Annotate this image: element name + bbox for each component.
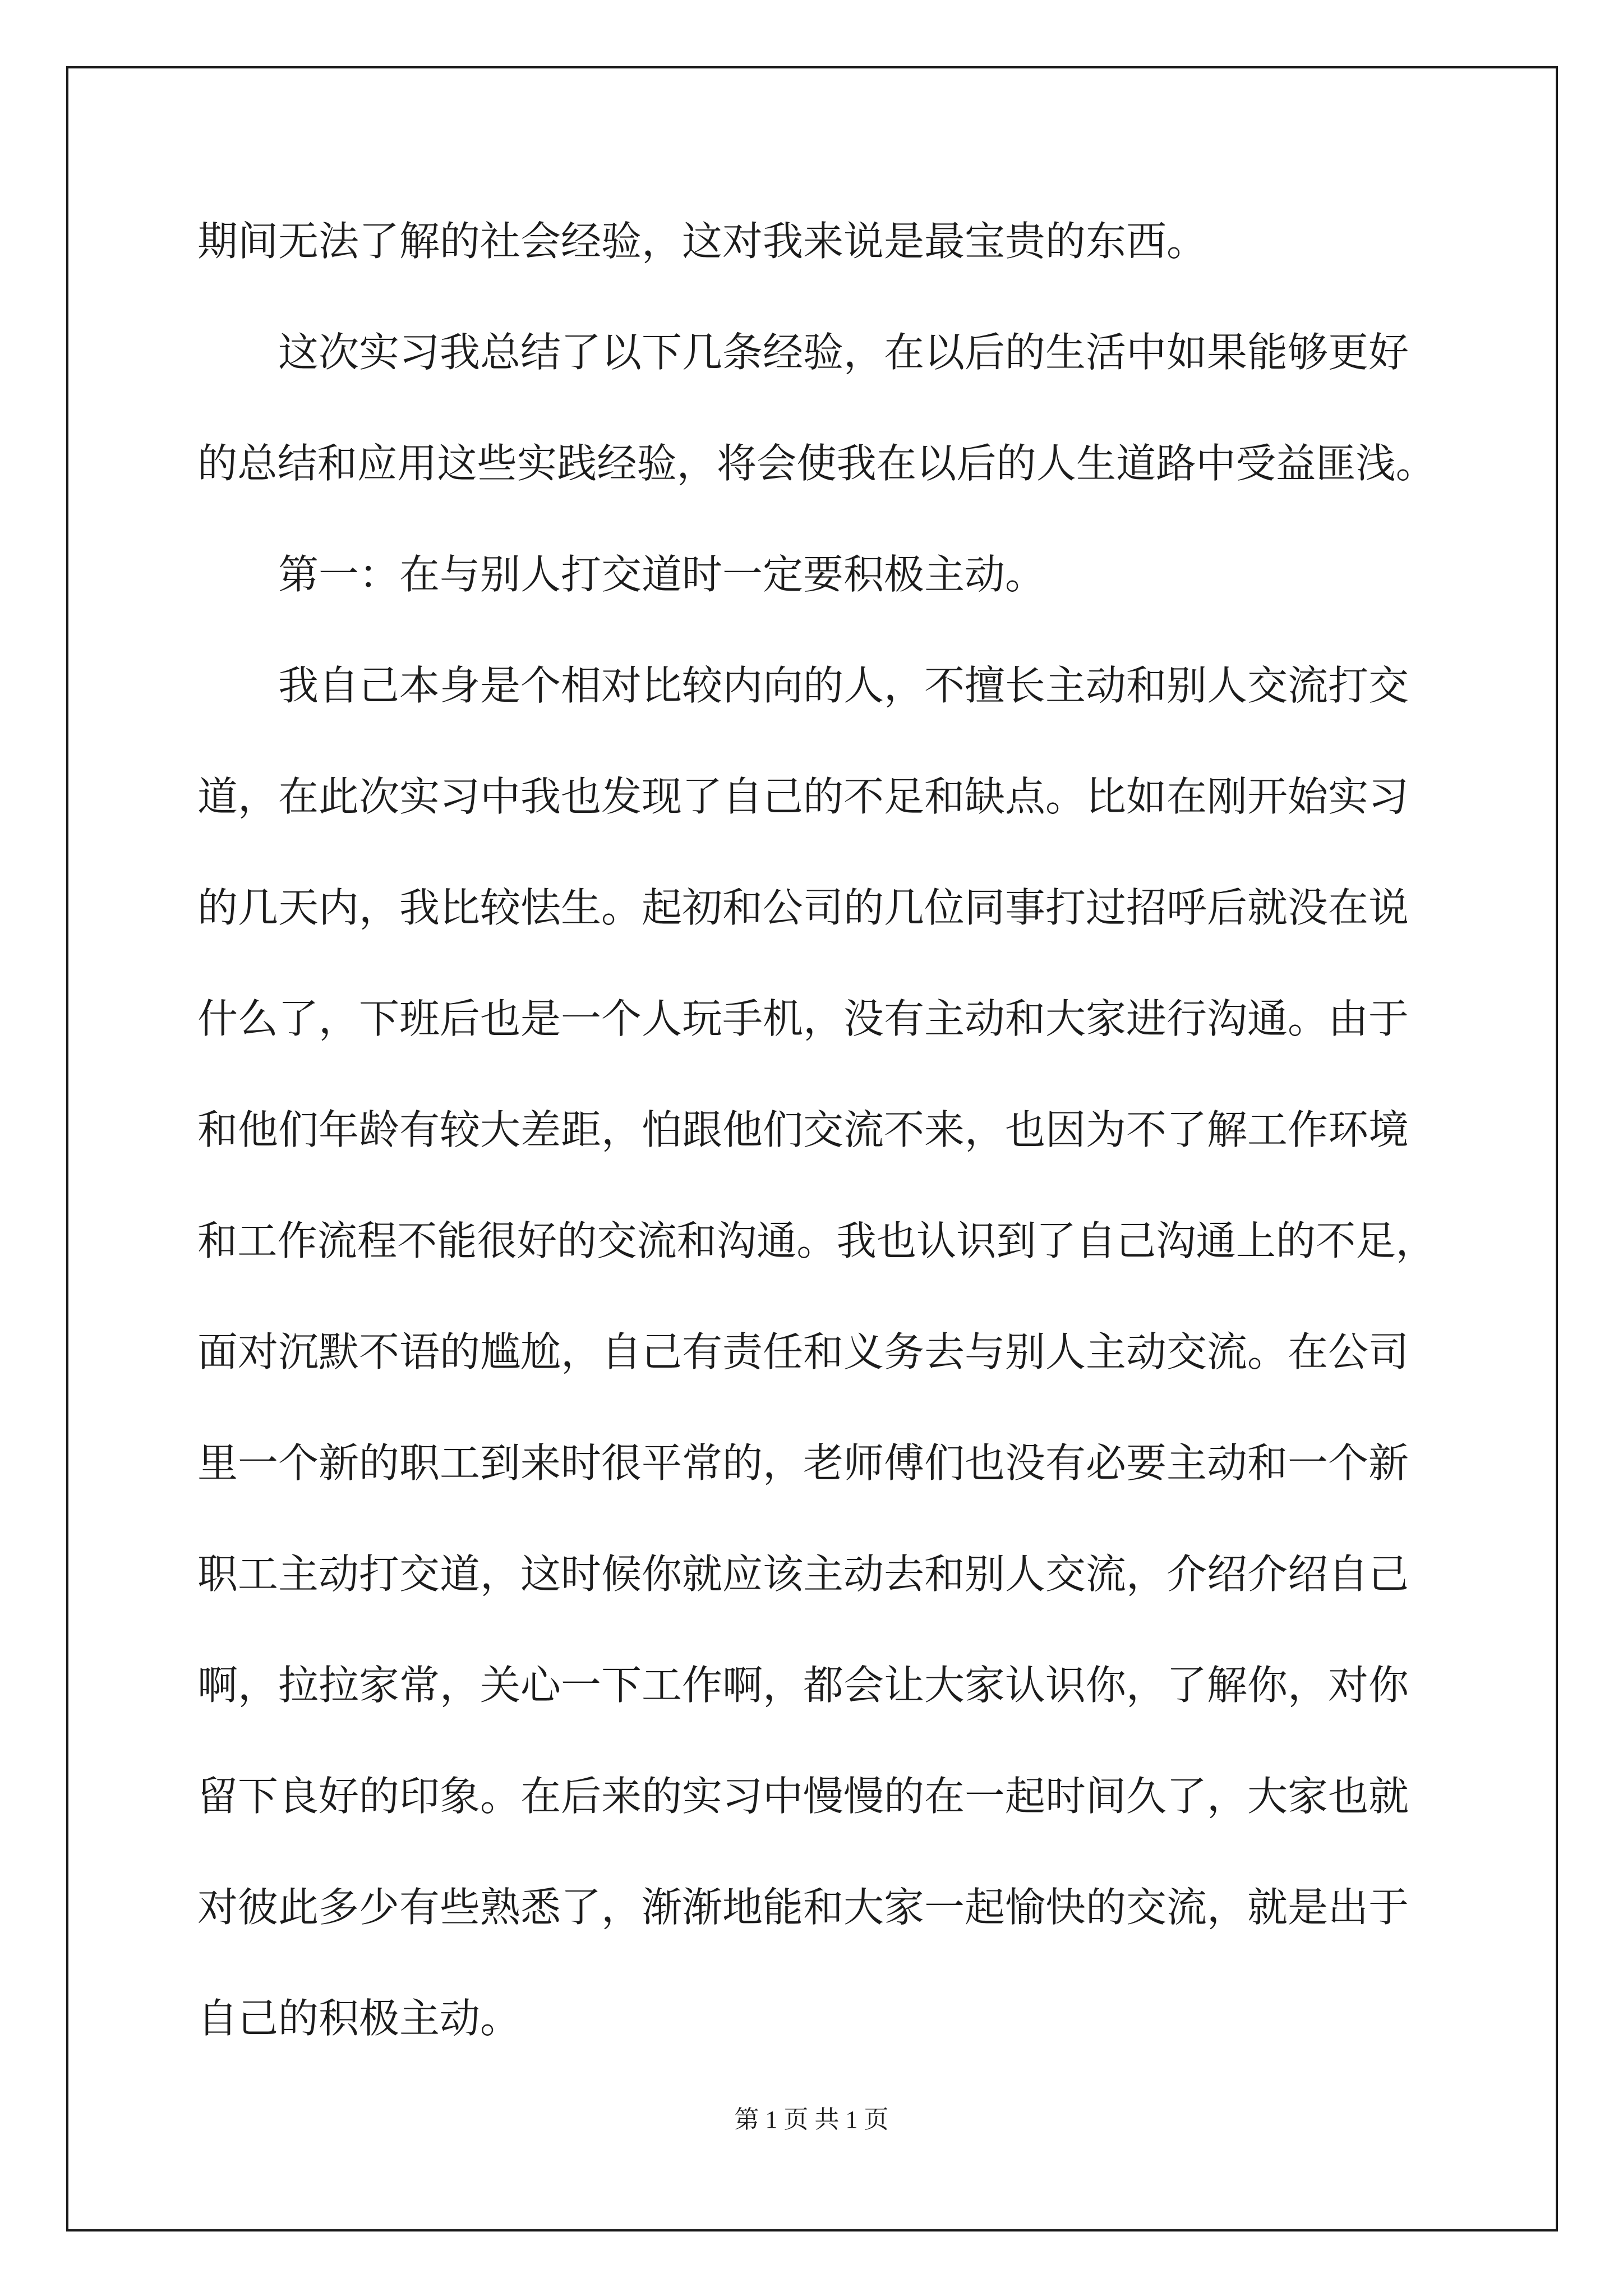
- text-line: 啊，拉拉家常，关心一下工作啊，都会让大家认识你，了解你，对你: [197, 1662, 1409, 1709]
- text-line: 留下良好的印象。在后来的实习中慢慢的在一起时间久了，大家也就: [197, 1773, 1409, 1820]
- text-line: 这次实习我总结了以下几条经验，在以后的生活中如果能够更好: [278, 329, 1409, 376]
- text-line: 和工作流程不能很好的交流和沟通。我也认识到了自己沟通上的不足，: [197, 1217, 1436, 1264]
- text-line: 的几天内，我比较怯生。起初和公司的几位同事打过招呼后就没在说: [197, 884, 1409, 931]
- text-line: 和他们年龄有较大差距，怕跟他们交流不来，也因为不了解工作环境: [197, 1106, 1409, 1153]
- text-line: 道，在此次实习中我也发现了自己的不足和缺点。比如在刚开始实习: [197, 773, 1409, 820]
- text-line: 里一个新的职工到来时很平常的，老师傅们也没有必要主动和一个新: [197, 1439, 1409, 1487]
- text-line: 什么了，下班后也是一个人玩手机，没有主动和大家进行沟通。由于: [197, 995, 1409, 1042]
- text-line: 职工主动打交道，这时候你就应该主动去和别人交流，介绍介绍自己: [197, 1550, 1409, 1598]
- text-line: 对彼此多少有些熟悉了，渐渐地能和大家一起愉快的交流，就是出于: [197, 1884, 1409, 1931]
- page-number: 第 1 页 共 1 页: [734, 2106, 889, 2133]
- text-line: 面对沉默不语的尴尬，自己有责任和义务去与别人主动交流。在公司: [197, 1328, 1409, 1375]
- text-line: 自己的积极主动。: [197, 1995, 521, 2042]
- section-heading: 第一：在与别人打交道时一定要积极主动。: [278, 551, 1046, 598]
- text-line: 我自己本身是个相对比较内向的人，不擅长主动和别人交流打交: [278, 662, 1409, 709]
- text-line: 的总结和应用这些实践经验，将会使我在以后的人生道路中受益匪浅。: [197, 440, 1436, 487]
- text-line: 期间无法了解的社会经验，这对我来说是最宝贵的东西。: [197, 218, 1207, 265]
